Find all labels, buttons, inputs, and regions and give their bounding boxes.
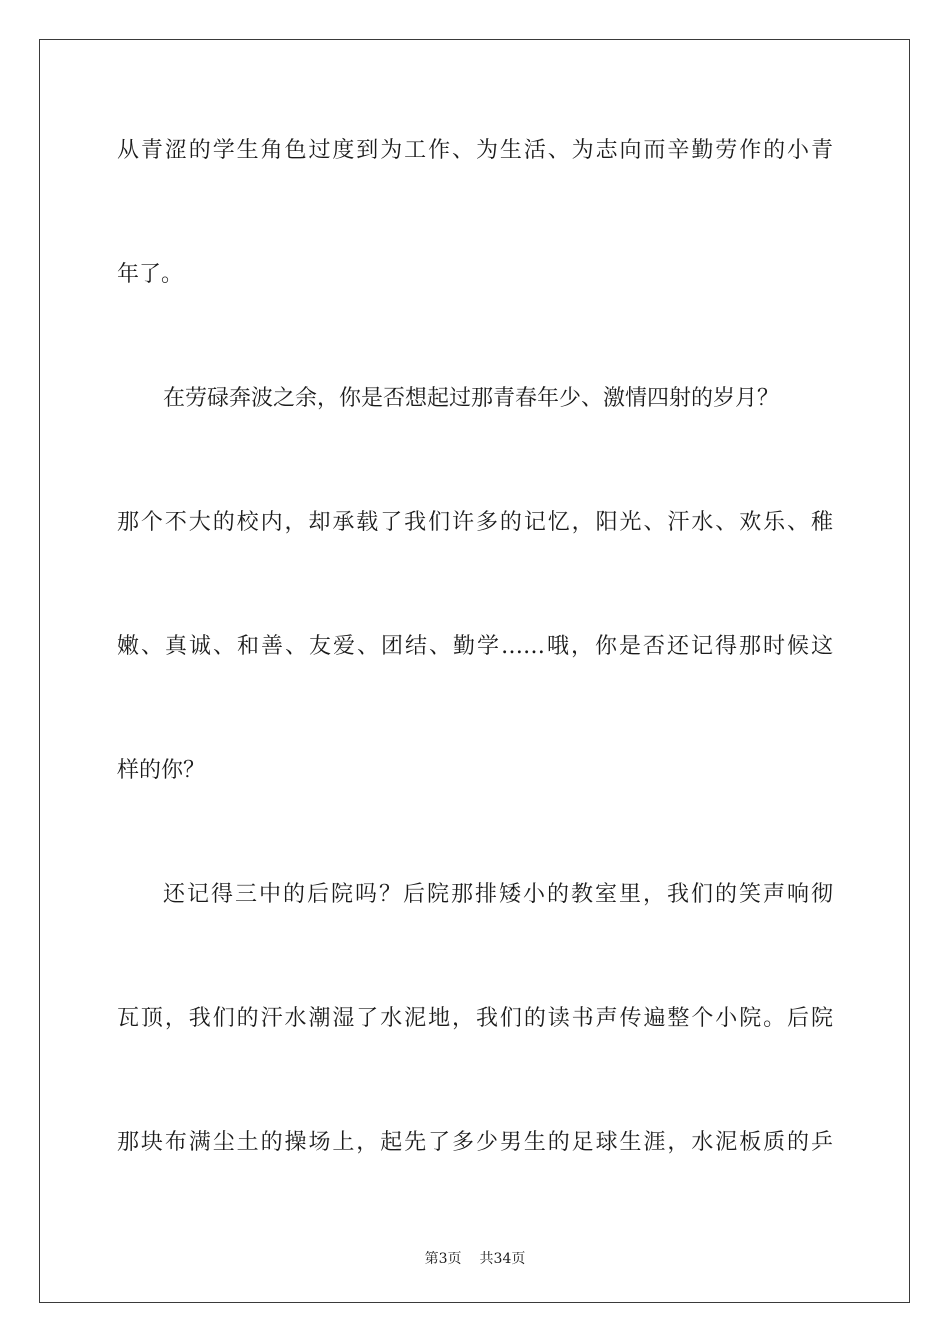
page-number: 第3页 xyxy=(424,1251,462,1267)
line-spacer xyxy=(117,430,833,492)
line-spacer xyxy=(117,926,833,988)
text-line-5: 嫩、真诚、和善、友爱、团结、勤学……哦，你是否还记得那时候这 xyxy=(117,634,833,659)
text-line-7: 还记得三中的后院吗？后院那排矮小的教室里，我们的笑声响彻 xyxy=(163,882,833,907)
text-line-1: 从青涩的学生角色过度到为工作、为生活、为志向而辛勤劳作的小青 xyxy=(117,138,833,163)
line-spacer xyxy=(117,554,833,616)
total-pages: 共34页 xyxy=(479,1251,526,1267)
line-spacer xyxy=(117,182,833,244)
text-line-8: 瓦顶，我们的汗水潮湿了水泥地，我们的读书声传遍整个小院。后院 xyxy=(117,1006,833,1031)
text-line-2: 年了。 xyxy=(117,262,184,287)
text-line-4: 那个不大的校内，却承载了我们许多的记忆，阳光、汗水、欢乐、稚 xyxy=(117,510,833,535)
line-spacer xyxy=(117,678,833,740)
line-spacer xyxy=(117,1050,833,1112)
text-line-9: 那块布满尘土的操场上，起先了多少男生的足球生涯，水泥板质的乒 xyxy=(117,1130,833,1155)
page-footer xyxy=(0,1248,950,1268)
line-spacer xyxy=(117,802,833,864)
text-line-3: 在劳碌奔波之余，你是否想起过那青春年少、激情四射的岁月？ xyxy=(163,386,780,411)
line-spacer xyxy=(117,306,833,368)
text-line-6: 样的你？ xyxy=(117,758,206,783)
document-body xyxy=(117,120,833,1174)
